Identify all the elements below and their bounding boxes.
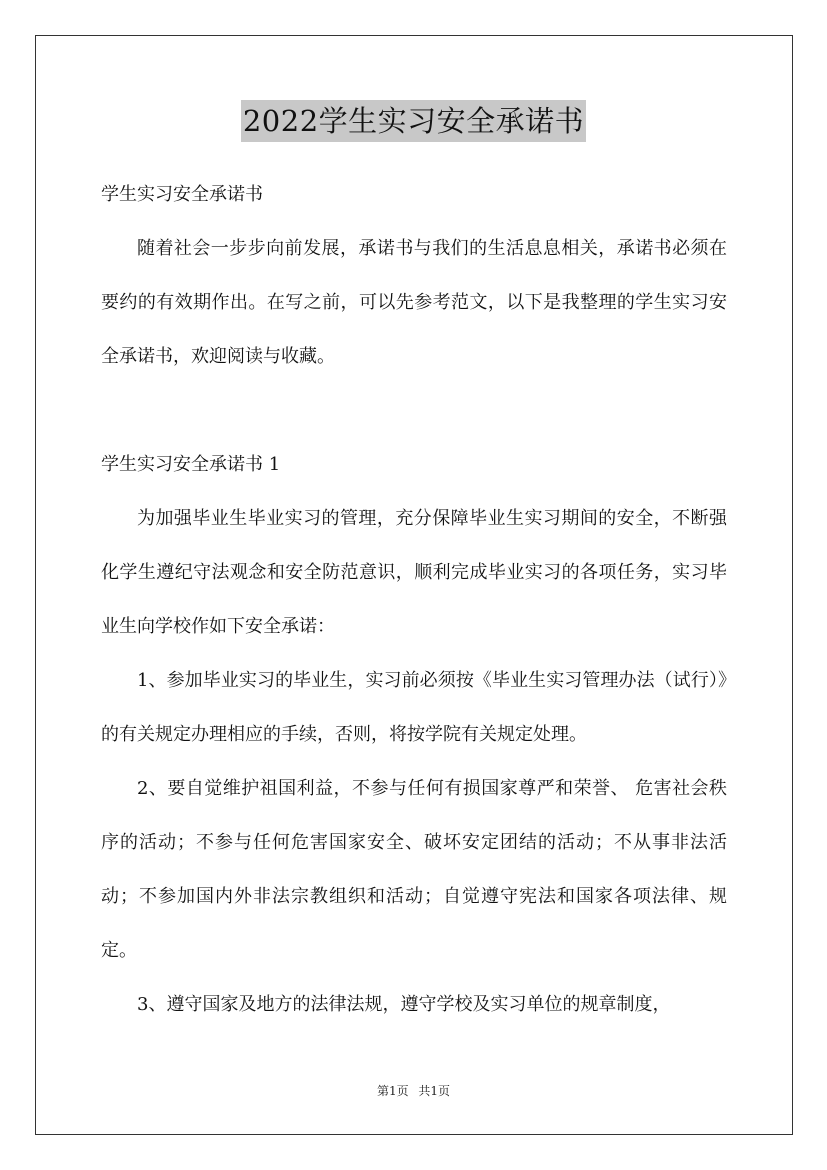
title-container: [0, 100, 827, 142]
document-title: 2022学生实习安全承诺书: [241, 100, 586, 142]
page-total: 共1页: [418, 1084, 451, 1098]
body-paragraph: 为加强毕业生毕业实习的管理，充分保障毕业生实习期间的安全，不断强化学生遵纪守法观念和安全防范意识，顺利完成毕业实习的各项任务，实习毕业生向学校作如下安全承诺：: [101, 508, 727, 637]
intro-heading: 学生实习安全承诺书: [101, 184, 263, 205]
page-footer: [0, 1082, 827, 1100]
intro-paragraph: 随着社会一步步向前发展，承诺书与我们的生活息息相关，承诺书必须在要约的有效期作出。在写之前，可以先参考范文，以下是我整理的学生实习安全承诺书，欢迎阅读与收藏。: [101, 238, 727, 367]
document-body: [101, 168, 727, 1032]
body-paragraph: 2、要自觉维护祖国利益，不参与任何有损国家尊严和荣誉、 危害社会秩序的活动；不参与任何危害国家安全、破坏安定团结的活动；不从事非法活动；不参加国内外非法宗教组织和活动；自觉遵守宪法和国家各项法律、规定。: [101, 778, 727, 961]
body-paragraph: 3、遵守国家及地方的法律法规，遵守学校及实习单位的规章制度，: [137, 994, 671, 1015]
page-number: 第1页: [376, 1084, 409, 1098]
section-heading: 学生实习安全承诺书 1: [101, 454, 281, 475]
section-spacer: [101, 384, 727, 438]
body-paragraph: 1、参加毕业实习的毕业生，实习前必须按《毕业生实习管理办法（试行）》的有关规定办理相应的手续，否则，将按学院有关规定处理。: [101, 670, 727, 745]
